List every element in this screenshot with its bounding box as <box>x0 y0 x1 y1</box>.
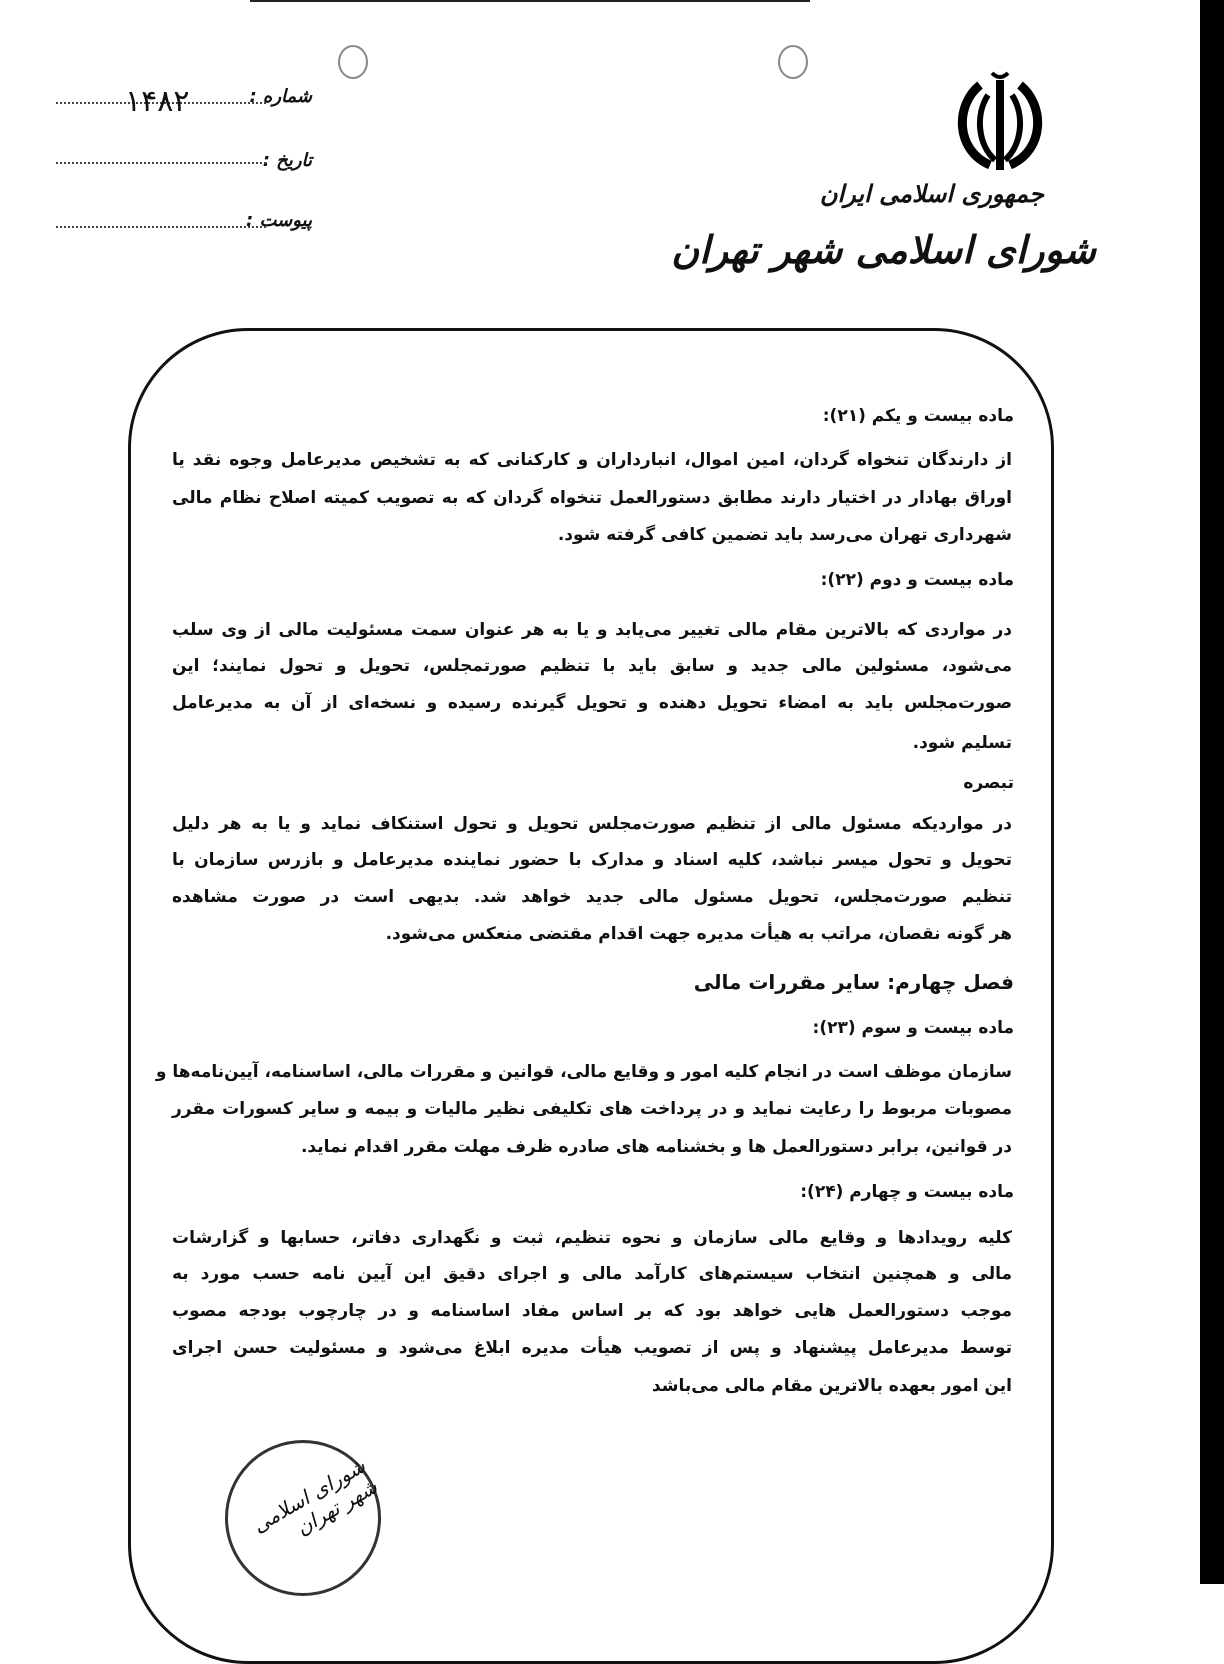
article-21-title: ماده بیست و یکم (۲۱): <box>822 406 1014 426</box>
article-21-line: از دارندگان تنخواه گردان، امین اموال، انبارداران و کارکنانی که به تشخیص مدیرعامل وجوه نقد یا <box>172 450 1012 470</box>
number-value: ۱۴۸۲ <box>125 84 190 119</box>
article-23-line: در قوانین، برابر دستورالعمل ها و بخشنامه های صادره ظرف مهلت مقرر اقدام نماید. <box>300 1137 1012 1157</box>
article-23-line: سازمان موظف است در انجام کلیه امور و وقایع مالی، قوانین و مقررات مالی، اساسنامه، آیین‌نامه‌ها و <box>155 1062 1012 1082</box>
note-line: تنظیم صورت‌مجلس، تحویل مسئول مالی جدید خواهد شد. بدیهی است در صورت مشاهده <box>172 887 1012 907</box>
article-24-title: ماده بیست و چهارم (۲۴): <box>800 1182 1014 1202</box>
country-name: جمهوری اسلامی ایران <box>819 180 1044 208</box>
article-23-title: ماده بیست و سوم (۲۳): <box>812 1018 1014 1038</box>
stamp-text: شورای اسلامی شهر تهران <box>248 1453 382 1541</box>
article-22-line: می‌شود، مسئولین مالی جدید و سابق باید با تنظیم صورتمجلس، تحویل و تحول نمایند؛ این <box>172 656 1012 676</box>
date-label: تاریخ : <box>262 150 312 171</box>
article-22-line: صورت‌مجلس باید به امضاء تحویل دهنده و تحویل گیرنده رسیده و نسخه‌ای از آن به مدیرعامل <box>172 693 1012 713</box>
note-line: در مواردیکه مسئول مالی از تنظیم صورت‌مجلس تحویل و تحول استنکاف نماید و یا به هر دلیل <box>172 814 1012 834</box>
article-22-title: ماده بیست و دوم (۲۲): <box>820 570 1014 590</box>
article-24-line: مالی و همچنین انتخاب سیستم‌های کارآمد مالی و اجرای دقیق این آیین نامه حسب مورد به <box>172 1264 1012 1284</box>
top-border-line <box>250 0 810 2</box>
article-24-line: کلیه رویدادها و وقایع مالی سازمان و نحوه تنظیم، ثبت و نگهداری دفاتر، حسابها و گزارشات <box>172 1228 1012 1248</box>
number-label: شماره : <box>249 86 312 107</box>
scan-edge <box>1200 0 1224 1584</box>
article-21-line: شهرداری تهران می‌رسد باید تضمین کافی گرفته شود. <box>557 525 1012 545</box>
article-24-line: توسط مدیرعامل پیشنهاد و پس از تصویب هیأت مدیره ابلاغ می‌شود و مسئولیت حسن اجرای <box>172 1338 1012 1358</box>
attachment-label: پیوست : <box>246 210 312 231</box>
note-title: تبصره <box>963 773 1014 793</box>
council-stamp <box>225 1440 381 1596</box>
punch-hole <box>338 45 368 79</box>
article-24-line: این امور بعهده بالاترین مقام مالی می‌باشد <box>651 1376 1012 1396</box>
punch-hole <box>778 45 808 79</box>
note-line: هر گونه نقصان، مراتب به هیأت مدیره جهت اقدام مقتضی منعکس می‌شود. <box>385 924 1012 944</box>
chapter-four-title: فصل چهارم: سایر مقررات مالی <box>693 970 1014 994</box>
article-22-line: در مواردی که بالاترین مقام مالی تغییر می‌یابد و یا به هر عنوان سمت مسئولیت مالی از وی سلب <box>172 620 1012 640</box>
article-23-line: مصوبات مربوط را رعایت نماید و در پرداخت های تکلیفی نظیر مالیات و بیمه و سایر کسورات مقرر <box>172 1099 1012 1119</box>
organization-name: شورای اسلامی شهر تهران <box>671 228 1096 272</box>
article-21-line: اوراق بهادار در اختیار دارند مطابق دستورالعمل تنخواه گردان که به تصویب کمیته اصلاح نظام مالی <box>172 488 1012 508</box>
date-field <box>56 162 266 164</box>
attachment-field <box>56 226 266 228</box>
article-24-line: موجب دستورالعمل هایی خواهد بود که بر اساس مفاد اساسنامه و در چارچوب بودجه مصوب <box>172 1301 1012 1321</box>
note-line: تحویل و تحول میسر نباشد، کلیه اسناد و مدارک با حضور نماینده مدیرعامل و بازرس سازمان با <box>172 850 1012 870</box>
emblem-icon <box>950 65 1050 175</box>
article-22-line: تسلیم شود. <box>912 733 1012 753</box>
